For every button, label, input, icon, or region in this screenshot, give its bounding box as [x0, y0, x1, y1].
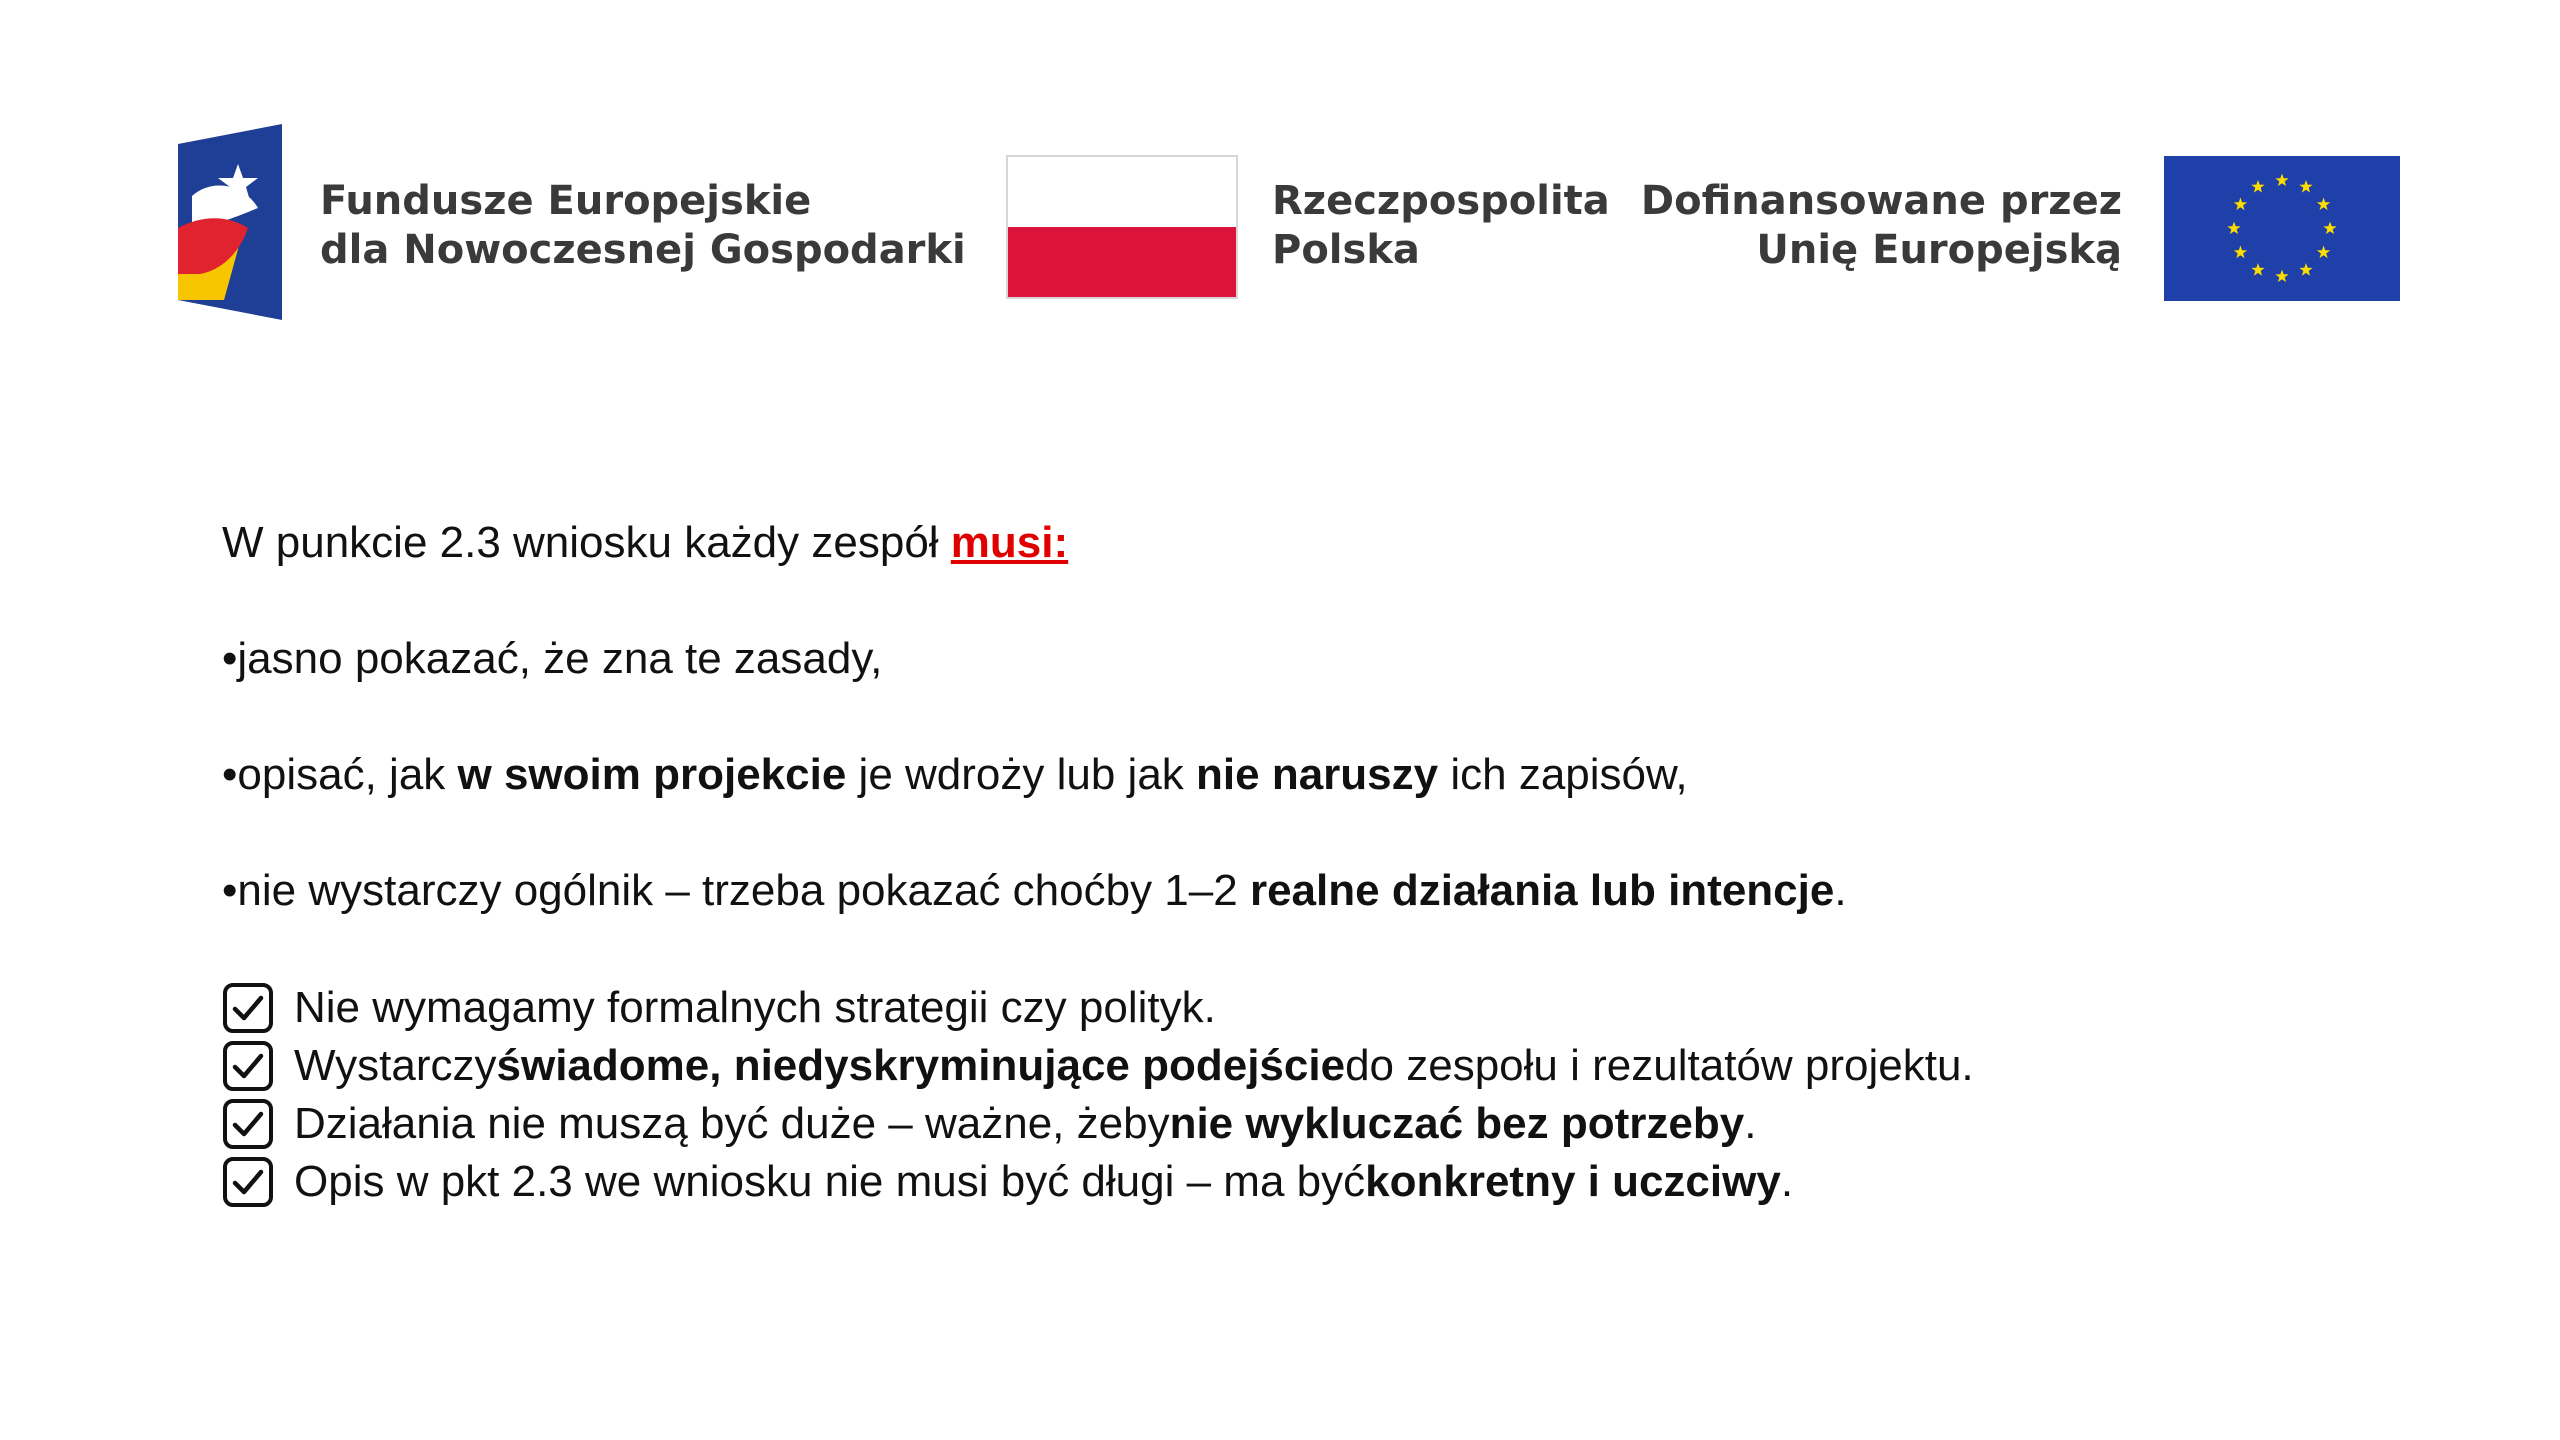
bullet-item [222, 866, 1847, 916]
checkbox-checked-icon [222, 1156, 274, 1208]
logo-bar [0, 0, 2560, 400]
checklist-item [222, 1040, 1974, 1092]
fundusze-line-2: dla Nowoczesnej Gospodarki [320, 227, 966, 273]
checklist-bold-text: konkretny i uczciwy [1365, 1157, 1781, 1206]
polish-flag-icon [1006, 155, 1238, 299]
checklist-text: Działania nie muszą być duże – ważne, żeby [294, 1099, 1170, 1148]
checklist-text: Wystarczy [294, 1041, 497, 1090]
lead-text: W punkcie 2.3 wniosku każdy zespół [222, 518, 951, 567]
polish-flag-white-stripe [1008, 157, 1236, 227]
bullet-text: je wdroży lub jak [846, 750, 1197, 799]
checklist-item [222, 982, 1216, 1034]
rzeczpospolita-text [1272, 177, 1610, 275]
fundusze-europejskie-logo-icon [178, 124, 286, 320]
fundusze-europejskie-text [320, 177, 966, 275]
polish-flag-red-stripe [1008, 227, 1236, 297]
bullet-bold-text: w swoim projekcie [457, 750, 847, 799]
checkbox-checked-icon [222, 982, 274, 1034]
checklist-text: Nie wymagamy formalnych strategii czy polityk. [294, 983, 1216, 1032]
bullet-text: opisać, jak [237, 750, 458, 799]
bullet-text: . [1834, 866, 1847, 915]
checklist-item [222, 1156, 1793, 1208]
checkbox-checked-icon [222, 1040, 274, 1092]
checklist-text: . [1780, 1157, 1794, 1206]
bullet-text: nie wystarczy ogólnik – trzeba pokazać choćby 1–2 [237, 866, 1250, 915]
checkbox-checked-icon [222, 1098, 274, 1150]
rzeczpospolita-line-1: Rzeczpospolita [1272, 178, 1610, 224]
lead-sentence [222, 518, 1068, 568]
checklist-text: Opis w pkt 2.3 we wniosku nie musi być długi – ma być [294, 1157, 1366, 1206]
bullet-text: jasno pokazać, że zna te zasady, [237, 634, 883, 683]
bullet-item [222, 634, 882, 684]
checklist-bold-text: nie wykluczać bez potrzeby [1169, 1099, 1745, 1148]
fundusze-line-1: Fundusze Europejskie [320, 178, 812, 224]
bullet-bold-text: realne działania lub intencje [1249, 866, 1835, 915]
bullet-text: ich zapisów, [1438, 750, 1688, 799]
eu-flag-icon [2164, 156, 2400, 301]
checklist-text: do zespołu i rezultatów projektu. [1345, 1041, 1974, 1090]
checklist-item [222, 1098, 1756, 1150]
bullet-symbol: • [222, 866, 238, 915]
bullet-bold-text: nie naruszy [1196, 750, 1439, 799]
checklist-bold-text: świadome, niedyskryminujące podejście [496, 1041, 1346, 1090]
lead-emphasis: musi: [950, 518, 1069, 567]
eu-line-1: Dofinansowane przez [1640, 178, 2122, 224]
bullet-symbol: • [222, 634, 238, 683]
rzeczpospolita-line-2: Polska [1272, 227, 1420, 273]
checklist-text: . [1744, 1099, 1757, 1148]
eu-line-2: Unię Europejską [1756, 227, 2122, 273]
bullet-symbol: • [222, 750, 238, 799]
eu-cofinancing-text [1641, 177, 2122, 275]
bullet-item [222, 750, 1688, 800]
